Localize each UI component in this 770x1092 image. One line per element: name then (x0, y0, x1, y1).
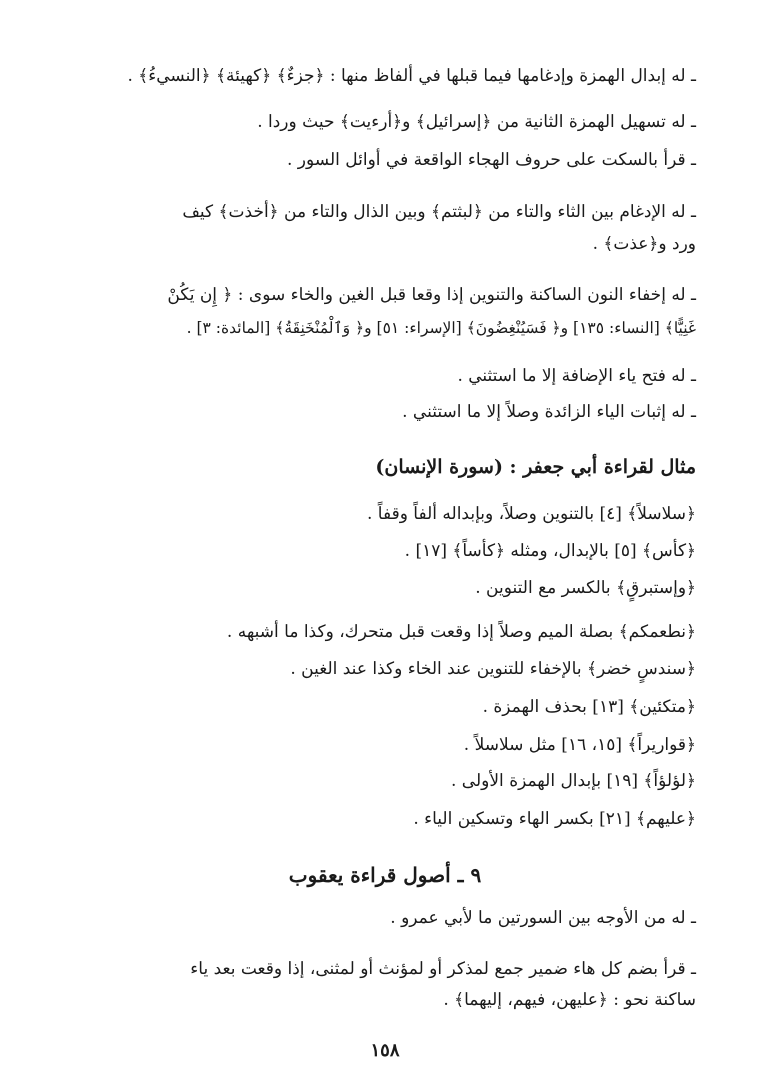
example-line-8: ﴿لؤلؤاً﴾ [١٩] بإبدال الهمزة الأولى . (451, 771, 696, 791)
rule-line-4b: ورد و﴿عذت﴾ . (592, 234, 696, 254)
example-line-1: ﴿سلاسلاً﴾ [٤] بالتنوين وصلاً، وبإبداله ألفاً وقفاً . (366, 504, 696, 524)
example-line-3: ﴿وإستبرقٍ﴾ بالكسر مع التنوين . (475, 578, 696, 598)
yaqub-rule-line-1: ـ له من الأوجه بين السورتين ما لأبي عمرو . (390, 908, 696, 928)
section-heading: ٩ ـ أصول قراءة يعقوب (288, 863, 482, 887)
example-line-9: ﴿عليهم﴾ [٢١] بكسر الهاء وتسكين الياء . (413, 809, 696, 829)
rule-line-1: ـ له إبدال الهمزة وإدغامها فيما قبلها في ألفاظ منها : ﴿جزءٌ﴾ ﴿كهيئة﴾ ﴿النسيءُ﴾ . (127, 66, 696, 86)
example-line-2: ﴿كأس﴾ [٥] بالإبدال، ومثله ﴿كأساً﴾ [١٧] . (404, 541, 696, 561)
rule-line-2: ـ له تسهيل الهمزة الثانية من ﴿إسرائيل﴾ و﴿أرءيت﴾ حيث وردا . (257, 112, 696, 132)
example-line-5: ﴿سندسٍ خضر﴾ بالإخفاء للتنوين عند الخاء وكذا عند الغين . (290, 659, 696, 679)
example-heading: مثال لقراءة أبي جعفر : (سورة الإنسان) (375, 456, 696, 478)
rule-line-5a: ـ له إخفاء النون الساكنة والتنوين إذا وقعا قبل الغين والخاء سوى : ﴿ إِن يَكُنْ (167, 285, 696, 305)
rule-line-7: ـ له إثبات الياء الزائدة وصلاً إلا ما استثني . (402, 402, 696, 422)
rule-line-4a: ـ له الإدغام بين الثاء والتاء من ﴿لبثتم﴾ وبين الذال والتاء من ﴿أخذت﴾ كيف (182, 202, 696, 222)
yaqub-rule-line-2b: ساكنة نحو : ﴿عليهن، فيهم، إليهما﴾ . (443, 990, 696, 1010)
rule-line-5b: غَنِيًّا﴾ [النساء: ١٣٥] و﴿ فَسَيُنْغِضُونَ﴾ [الإسراء: ٥١] و﴿ وَٱلْمُنْخَنِقَةُ﴾ [المائدة: ٣] . (186, 319, 696, 337)
example-line-7: ﴿قواريراً﴾ [١٥، ١٦] مثل سلاسلاً . (463, 735, 696, 755)
yaqub-rule-line-2a: ـ قرأ بضم كل هاء ضمير جمع لمذكر أو لمؤنث أو لمثنى، إذا وقعت بعد ياء (190, 959, 696, 979)
example-line-6: ﴿متكئين﴾ [١٣] بحذف الهمزة . (482, 697, 696, 717)
page-number: ١٥٨ (370, 1040, 400, 1061)
rule-line-3: ـ قرأ بالسكت على حروف الهجاء الواقعة في أوائل السور . (286, 150, 696, 170)
rule-line-6: ـ له فتح ياء الإضافة إلا ما استثني . (457, 366, 696, 386)
example-line-4: ﴿نطعمكم﴾ بصلة الميم وصلاً إذا وقعت قبل متحرك، وكذا ما أشبهه . (226, 622, 696, 642)
